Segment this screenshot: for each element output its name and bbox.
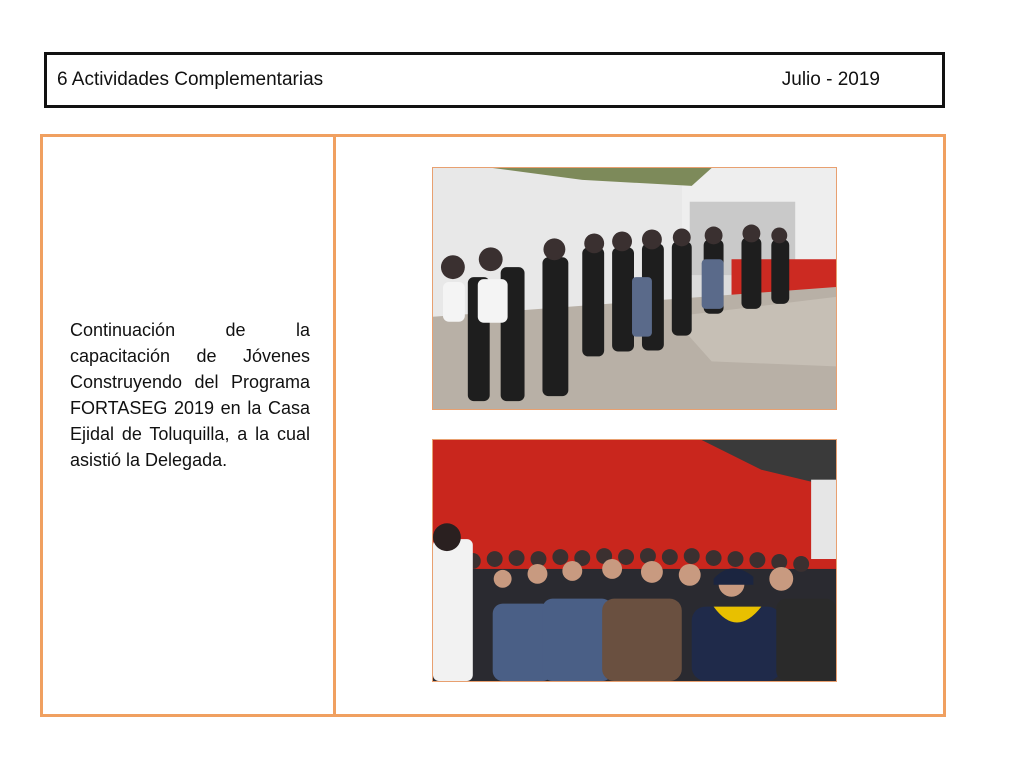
- seated-audience-photo-image: [433, 440, 836, 681]
- slide-title: 6 Actividades Complementarias: [57, 69, 324, 90]
- activity-caption: Continuación de la capacitación de Jóvenes Construyendo del Programa FORTASEG 2019 en la Casa Ejidal de Toluquilla, a la cual asistió la Delegada.: [70, 320, 310, 470]
- photo-panel: [333, 134, 946, 717]
- text-panel: [40, 134, 336, 717]
- outdoor-group-photo: [432, 167, 837, 410]
- seated-audience-photo: [432, 439, 837, 682]
- slide-date: Julio - 2019: [781, 69, 880, 90]
- slide-header: [44, 52, 945, 108]
- outdoor-group-photo-image: [433, 168, 836, 409]
